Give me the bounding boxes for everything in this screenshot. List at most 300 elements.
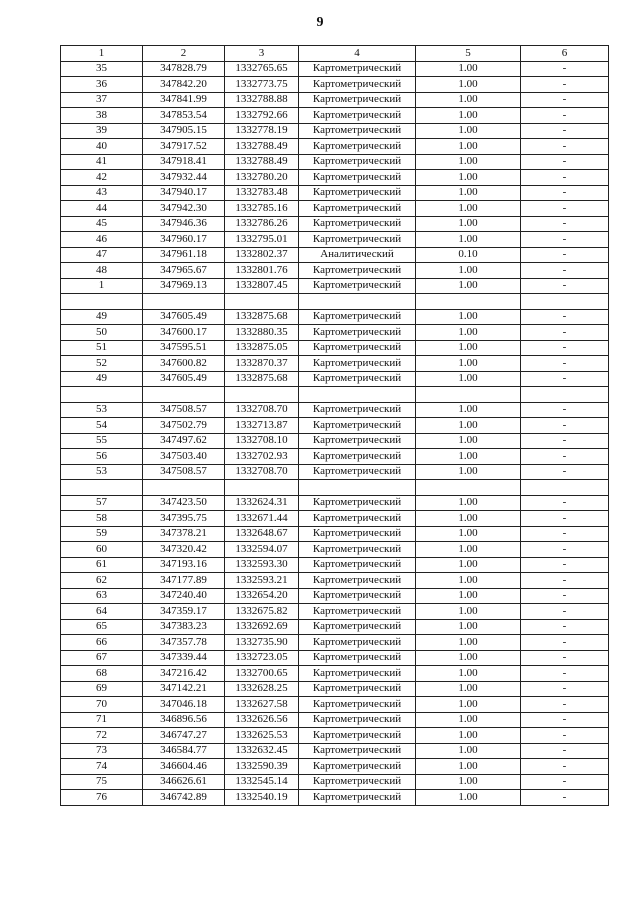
table-cell: 346604.46 — [143, 759, 225, 775]
table-cell: 346747.27 — [143, 728, 225, 744]
table-cell: Картометрический — [299, 681, 416, 697]
table-cell: 1.00 — [416, 743, 521, 759]
table-cell: 38 — [61, 108, 143, 124]
table-cell: - — [521, 635, 609, 651]
table-cell: Картометрический — [299, 526, 416, 542]
table-cell: 1.00 — [416, 92, 521, 108]
table-cell — [299, 387, 416, 403]
table-cell: Картометрический — [299, 309, 416, 325]
table-cell: 67 — [61, 650, 143, 666]
table-cell: Картометрический — [299, 263, 416, 279]
table-cell: Картометрический — [299, 418, 416, 434]
table-cell: 1.00 — [416, 712, 521, 728]
table-cell: Картометрический — [299, 635, 416, 651]
table-cell: 1332788.49 — [225, 154, 299, 170]
table-cell: 50 — [61, 325, 143, 341]
table-cell: 347423.50 — [143, 495, 225, 511]
table-cell: - — [521, 697, 609, 713]
table-cell: 1.00 — [416, 371, 521, 387]
table-cell: 76 — [61, 790, 143, 806]
table-cell: 65 — [61, 619, 143, 635]
page-number: 9 — [316, 15, 324, 30]
table-cell — [416, 480, 521, 496]
table-cell: 1332880.35 — [225, 325, 299, 341]
column-header: 2 — [143, 46, 225, 62]
table-cell: 1.00 — [416, 433, 521, 449]
table-cell: Картометрический — [299, 340, 416, 356]
table-cell: 1332788.49 — [225, 139, 299, 155]
table-cell: 53 — [61, 402, 143, 418]
table-cell: Картометрический — [299, 232, 416, 248]
coordinates-table — [60, 45, 609, 806]
table-cell: - — [521, 604, 609, 620]
table-cell: - — [521, 650, 609, 666]
table-cell: 347965.67 — [143, 263, 225, 279]
table-cell: Картометрический — [299, 495, 416, 511]
table-cell: Картометрический — [299, 371, 416, 387]
table-cell: 1.00 — [416, 774, 521, 790]
table-cell: 1332593.21 — [225, 573, 299, 589]
table-cell: 1.00 — [416, 449, 521, 465]
table-cell: 46 — [61, 232, 143, 248]
table-cell: - — [521, 790, 609, 806]
table-row — [61, 604, 609, 620]
table-cell: 1.00 — [416, 154, 521, 170]
table-cell: - — [521, 759, 609, 775]
table-row — [61, 92, 609, 108]
table-cell: - — [521, 247, 609, 263]
column-header: 6 — [521, 46, 609, 62]
table-cell: 1332671.44 — [225, 511, 299, 527]
table-cell: 37 — [61, 92, 143, 108]
table-cell: Картометрический — [299, 650, 416, 666]
table-row — [61, 619, 609, 635]
table-cell: 1332795.01 — [225, 232, 299, 248]
column-header: 3 — [225, 46, 299, 62]
table-cell: - — [521, 728, 609, 744]
table-row — [61, 464, 609, 480]
table-cell: - — [521, 557, 609, 573]
table-cell: 1332545.14 — [225, 774, 299, 790]
table-cell: 74 — [61, 759, 143, 775]
table-cell: 62 — [61, 573, 143, 589]
table-cell: 1.00 — [416, 666, 521, 682]
table-cell: 347917.52 — [143, 139, 225, 155]
table-cell: - — [521, 216, 609, 232]
table-cell: 1332801.76 — [225, 263, 299, 279]
table-cell: 54 — [61, 418, 143, 434]
table-cell: 1332765.65 — [225, 61, 299, 77]
table-row — [61, 371, 609, 387]
table-row — [61, 309, 609, 325]
table-cell: Картометрический — [299, 185, 416, 201]
table-cell: 1332625.53 — [225, 728, 299, 744]
table-cell: 40 — [61, 139, 143, 155]
table-cell: 1.00 — [416, 340, 521, 356]
table-cell: 1.00 — [416, 619, 521, 635]
table-cell: - — [521, 92, 609, 108]
table-cell: 1332713.87 — [225, 418, 299, 434]
table-cell: 1 — [61, 278, 143, 294]
table-row — [61, 712, 609, 728]
table-cell: 1332723.05 — [225, 650, 299, 666]
table-cell: 346626.61 — [143, 774, 225, 790]
table-row — [61, 232, 609, 248]
table-row — [61, 340, 609, 356]
table-cell: 347357.78 — [143, 635, 225, 651]
table-cell: 1.00 — [416, 123, 521, 139]
table-cell: 1.00 — [416, 170, 521, 186]
table-cell: 73 — [61, 743, 143, 759]
table-cell: - — [521, 61, 609, 77]
table-cell: - — [521, 666, 609, 682]
table-cell: 1.00 — [416, 402, 521, 418]
table-cell: Картометрический — [299, 728, 416, 744]
table-cell: - — [521, 139, 609, 155]
table-cell — [521, 480, 609, 496]
table-cell: 347828.79 — [143, 61, 225, 77]
table-cell: - — [521, 433, 609, 449]
table-cell: - — [521, 449, 609, 465]
table-row — [61, 108, 609, 124]
table-cell: 49 — [61, 371, 143, 387]
table-cell: 1332708.70 — [225, 464, 299, 480]
table-row — [61, 201, 609, 217]
table-row — [61, 402, 609, 418]
table-cell: 1332875.68 — [225, 309, 299, 325]
table-cell: 63 — [61, 588, 143, 604]
table-cell: - — [521, 464, 609, 480]
table-row — [61, 356, 609, 372]
table-cell: 35 — [61, 61, 143, 77]
table-cell: 347497.62 — [143, 433, 225, 449]
table-cell: 1.00 — [416, 356, 521, 372]
column-header: 4 — [299, 46, 416, 62]
table-cell: 55 — [61, 433, 143, 449]
table-cell: 70 — [61, 697, 143, 713]
table-row — [61, 573, 609, 589]
table-cell: Картометрический — [299, 666, 416, 682]
table-cell: 1332627.58 — [225, 697, 299, 713]
table-cell: - — [521, 232, 609, 248]
table-row — [61, 697, 609, 713]
table-cell: Картометрический — [299, 433, 416, 449]
table-cell: - — [521, 495, 609, 511]
table-cell: - — [521, 356, 609, 372]
table-cell: 1.00 — [416, 557, 521, 573]
table-cell: 347605.49 — [143, 371, 225, 387]
table-row — [61, 185, 609, 201]
table-cell: 49 — [61, 309, 143, 325]
column-header: 5 — [416, 46, 521, 62]
table-cell: Картометрический — [299, 325, 416, 341]
table-cell: 1332802.37 — [225, 247, 299, 263]
table-cell: Картометрический — [299, 619, 416, 635]
table-cell: 1.00 — [416, 77, 521, 93]
table-cell: 346742.89 — [143, 790, 225, 806]
table-cell: 1.00 — [416, 139, 521, 155]
table-cell — [143, 387, 225, 403]
table-cell: 1332626.56 — [225, 712, 299, 728]
table-cell: 347383.23 — [143, 619, 225, 635]
table-cell: - — [521, 573, 609, 589]
table-cell: Картометрический — [299, 542, 416, 558]
table-cell: - — [521, 170, 609, 186]
table-cell: 1332773.75 — [225, 77, 299, 93]
table-cell: 48 — [61, 263, 143, 279]
table-cell: 1332708.10 — [225, 433, 299, 449]
table-cell: 1.00 — [416, 232, 521, 248]
table-row — [61, 139, 609, 155]
table-cell: 347240.40 — [143, 588, 225, 604]
table-cell: 347595.51 — [143, 340, 225, 356]
table-cell: 1.00 — [416, 790, 521, 806]
table-cell: Картометрический — [299, 588, 416, 604]
table-cell: 56 — [61, 449, 143, 465]
table-cell: Картометрический — [299, 61, 416, 77]
table-cell: 347946.36 — [143, 216, 225, 232]
table-cell: - — [521, 77, 609, 93]
table-cell: Картометрический — [299, 139, 416, 155]
table-cell: 71 — [61, 712, 143, 728]
table-row — [61, 666, 609, 682]
table-cell: Картометрический — [299, 790, 416, 806]
table-row — [61, 480, 609, 496]
table-body — [61, 61, 609, 805]
table-row — [61, 743, 609, 759]
table-row — [61, 154, 609, 170]
table-cell: 1332735.90 — [225, 635, 299, 651]
table-cell: 1332692.69 — [225, 619, 299, 635]
table-cell: 66 — [61, 635, 143, 651]
table-cell: 1332675.82 — [225, 604, 299, 620]
table-row — [61, 774, 609, 790]
table-cell: 1.00 — [416, 511, 521, 527]
table-cell: Картометрический — [299, 449, 416, 465]
table-row — [61, 263, 609, 279]
table-row — [61, 77, 609, 93]
table-cell: 347339.44 — [143, 650, 225, 666]
table-cell: 1.00 — [416, 216, 521, 232]
table-cell: - — [521, 154, 609, 170]
table-cell: 347942.30 — [143, 201, 225, 217]
table-cell: 347905.15 — [143, 123, 225, 139]
table-cell: - — [521, 402, 609, 418]
table-cell: 42 — [61, 170, 143, 186]
table-cell: 68 — [61, 666, 143, 682]
table-row — [61, 790, 609, 806]
table-cell: 1.00 — [416, 728, 521, 744]
table-cell: 1.00 — [416, 681, 521, 697]
table-row — [61, 278, 609, 294]
table-cell: 1332788.88 — [225, 92, 299, 108]
table-row — [61, 511, 609, 527]
table-cell: - — [521, 774, 609, 790]
table-cell: Картометрический — [299, 511, 416, 527]
table-cell: 347503.40 — [143, 449, 225, 465]
table-cell: - — [521, 588, 609, 604]
table-cell: 1332654.20 — [225, 588, 299, 604]
table-cell: - — [521, 619, 609, 635]
table-cell: Картометрический — [299, 464, 416, 480]
table-row — [61, 123, 609, 139]
table-cell: Картометрический — [299, 402, 416, 418]
table-cell: 347508.57 — [143, 464, 225, 480]
table-row — [61, 433, 609, 449]
table-cell — [225, 387, 299, 403]
table-cell: 47 — [61, 247, 143, 263]
table-cell — [225, 480, 299, 496]
table-cell: - — [521, 542, 609, 558]
table-cell: 1332648.67 — [225, 526, 299, 542]
table-cell: 1332786.26 — [225, 216, 299, 232]
table-cell: Картометрический — [299, 697, 416, 713]
table-cell: 347320.42 — [143, 542, 225, 558]
table-cell: 1332875.68 — [225, 371, 299, 387]
table-cell: 1.00 — [416, 263, 521, 279]
table-cell: Аналитический — [299, 247, 416, 263]
table-cell: - — [521, 681, 609, 697]
table-cell: 1.00 — [416, 573, 521, 589]
table-header-row — [61, 46, 609, 62]
table-cell: 59 — [61, 526, 143, 542]
table-row — [61, 325, 609, 341]
table-cell: Картометрический — [299, 278, 416, 294]
column-header: 1 — [61, 46, 143, 62]
table-cell — [143, 294, 225, 310]
table-cell: Картометрический — [299, 604, 416, 620]
table-cell: 347961.18 — [143, 247, 225, 263]
table-cell: 72 — [61, 728, 143, 744]
table-cell — [61, 387, 143, 403]
table-cell — [143, 480, 225, 496]
table-cell: 347853.54 — [143, 108, 225, 124]
table-cell: 1332628.25 — [225, 681, 299, 697]
table-cell — [521, 294, 609, 310]
table-cell: 1332594.07 — [225, 542, 299, 558]
table-row — [61, 542, 609, 558]
table-cell: 53 — [61, 464, 143, 480]
table-cell: 1.00 — [416, 635, 521, 651]
table-row — [61, 681, 609, 697]
table-cell — [521, 387, 609, 403]
table-row — [61, 449, 609, 465]
table-cell: 1.00 — [416, 526, 521, 542]
table-cell: 1332792.66 — [225, 108, 299, 124]
table-cell: - — [521, 325, 609, 341]
table-cell: 347046.18 — [143, 697, 225, 713]
table-cell: 346584.77 — [143, 743, 225, 759]
table-cell: Картометрический — [299, 573, 416, 589]
table-cell: 1332593.30 — [225, 557, 299, 573]
table-cell: - — [521, 108, 609, 124]
table-cell: 1332590.39 — [225, 759, 299, 775]
table-cell: 75 — [61, 774, 143, 790]
table-row — [61, 294, 609, 310]
table-cell: Картометрический — [299, 154, 416, 170]
table-cell — [299, 294, 416, 310]
table-cell: 347177.89 — [143, 573, 225, 589]
table-cell: 347841.99 — [143, 92, 225, 108]
table-row — [61, 728, 609, 744]
table-cell: 347600.17 — [143, 325, 225, 341]
table-cell: 1.00 — [416, 604, 521, 620]
table-row — [61, 170, 609, 186]
table-cell: 347193.16 — [143, 557, 225, 573]
table-cell: 347502.79 — [143, 418, 225, 434]
table-cell: 1332780.20 — [225, 170, 299, 186]
table-cell: 51 — [61, 340, 143, 356]
table-row — [61, 635, 609, 651]
table-row — [61, 61, 609, 77]
table-cell: 1.00 — [416, 309, 521, 325]
table-cell: 347918.41 — [143, 154, 225, 170]
table-cell: Картометрический — [299, 712, 416, 728]
table-cell: 61 — [61, 557, 143, 573]
table-cell: 43 — [61, 185, 143, 201]
table-cell — [225, 294, 299, 310]
table-cell: - — [521, 712, 609, 728]
table-row — [61, 216, 609, 232]
table-cell: - — [521, 371, 609, 387]
table-row — [61, 526, 609, 542]
table-cell: Картометрический — [299, 557, 416, 573]
table-cell: - — [521, 743, 609, 759]
table-cell: Картометрический — [299, 356, 416, 372]
table-cell: 1.00 — [416, 278, 521, 294]
table-cell: 347940.17 — [143, 185, 225, 201]
table-cell: 41 — [61, 154, 143, 170]
table-row — [61, 588, 609, 604]
table-row — [61, 387, 609, 403]
table-cell: 69 — [61, 681, 143, 697]
table-cell: 1332702.93 — [225, 449, 299, 465]
table-cell — [416, 387, 521, 403]
table-cell: - — [521, 263, 609, 279]
table-cell: 347969.13 — [143, 278, 225, 294]
table-cell: 347378.21 — [143, 526, 225, 542]
table-cell: 1.00 — [416, 650, 521, 666]
table-row — [61, 557, 609, 573]
table-cell: - — [521, 123, 609, 139]
table-cell: Картометрический — [299, 759, 416, 775]
table-cell: 347508.57 — [143, 402, 225, 418]
table-cell: 1332708.70 — [225, 402, 299, 418]
table-cell: Картометрический — [299, 743, 416, 759]
table-cell: - — [521, 526, 609, 542]
table-cell: 36 — [61, 77, 143, 93]
table-cell: 1.00 — [416, 697, 521, 713]
table-cell: 347395.75 — [143, 511, 225, 527]
table-cell — [61, 480, 143, 496]
table-cell: 347359.17 — [143, 604, 225, 620]
table-cell: 346896.56 — [143, 712, 225, 728]
table-cell: 347960.17 — [143, 232, 225, 248]
table-cell: 347142.21 — [143, 681, 225, 697]
table-cell: 1332875.05 — [225, 340, 299, 356]
table-cell: 1.00 — [416, 185, 521, 201]
table-row — [61, 650, 609, 666]
table-cell: 64 — [61, 604, 143, 620]
table-cell: 1332700.65 — [225, 666, 299, 682]
table-cell: - — [521, 185, 609, 201]
table-cell: Картометрический — [299, 774, 416, 790]
table-row — [61, 495, 609, 511]
table-cell: Картометрический — [299, 108, 416, 124]
table-cell: 44 — [61, 201, 143, 217]
table-cell: 0.10 — [416, 247, 521, 263]
table-cell: 347605.49 — [143, 309, 225, 325]
